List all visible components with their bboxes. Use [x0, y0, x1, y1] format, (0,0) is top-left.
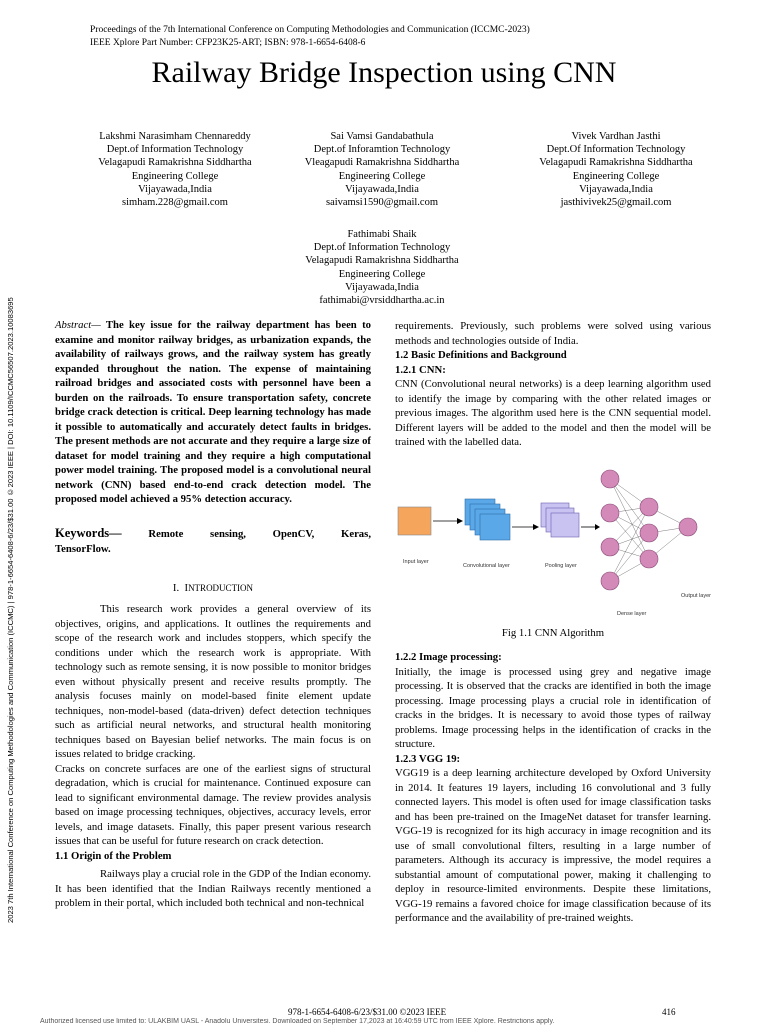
subheading-1-2-3: 1.2.3 VGG 19:	[395, 752, 461, 765]
author-inst: Vleagapudi Ramakrishna Siddhartha	[304, 157, 460, 169]
author-block-3	[511, 130, 721, 209]
label-convolutional-layer: Convolutional layer	[463, 563, 510, 569]
author-name: Fathimabi Shaik	[347, 229, 417, 240]
abstract-text: The key issue for the railway department has been to examine and monitor railway bridges, as urbanization expands, the availability of railways grows, and the railway system has greatly expanded throughout the nation. The expense of maintaining railroad bridges and associated costs with personnel have been a burden on the railroads. To ensure transportation safety, concrete bridge crack detection is critical. Deep learning technology has made it possible to automatically and accurately detect faults in bridges. The present methods are not accurate and they require a large size of dataset for model training and they require a high computational power model training. The proposed model is a convolutional neural network (CNN) based end-to-end crack detection model. The proposed model achieved a 95% detection accuracy.	[55, 319, 371, 505]
input-layer-box	[398, 507, 431, 535]
author-inst: Velagapudi Ramakrishna Siddhartha	[539, 157, 693, 169]
keywords-text: Remote sensing, OpenCV, Keras, TensorFlow.	[55, 528, 371, 555]
convolutional-layer-stack	[465, 499, 510, 540]
running-header	[90, 24, 530, 50]
author-name: Lakshmi Narasimham Chennareddy	[99, 131, 251, 142]
subheading-1-2-2: 1.2.2 Image processing:	[395, 651, 502, 663]
author-dept: Dept.of Information Technology	[106, 144, 244, 156]
section-heading-introduction	[55, 582, 371, 594]
author-email: simham.228@gmail.com	[122, 197, 228, 209]
figure-caption: Fig 1.1 CNN Algorithm	[501, 627, 605, 639]
author-name: Vivek Vardhan Jasthi	[571, 131, 661, 142]
subheading-1-2-1: 1.2.1 CNN:	[395, 363, 446, 376]
header-line-1: Proceedings of the 7th International Conference on Computing Methodologies and Communication (ICCMC-2023)	[90, 25, 530, 35]
label-pooling-layer: Pooling layer	[545, 563, 577, 569]
output-neuron	[679, 518, 697, 536]
author-city: Vijayawada,India	[345, 281, 419, 293]
author-inst: Velagapudi Ramakrishna Siddhartha	[98, 157, 252, 169]
footer-copyright: 978-1-6654-6408-6/23/$31.00 ©2023 IEEE	[288, 1007, 447, 1017]
author-inst: Engineering College	[131, 170, 219, 182]
author-email: fathimabi@vrsiddhartha.ac.in	[319, 295, 445, 307]
dense-layer-neurons	[601, 470, 658, 590]
intro-paragraph-2: Cracks on concrete surfaces are one of the earliest signs of structural degradation, which is crucial for maintenance. Continued exposure can lead to significant environmental damage. The review provides analysis based on image processing techniques, objectives, accuracy levels, error levels, and image datasets. Finally, this paper present various research issues that can be useful for future research on crack detection.	[55, 762, 371, 847]
section-number: I.	[172, 582, 180, 594]
label-dense-layer: Dense layer	[617, 611, 647, 617]
author-inst: Engineering College	[572, 170, 660, 182]
author-dept: Dept.of Inforamtion Technology	[313, 144, 451, 156]
keywords-label: Keywords—	[55, 526, 122, 540]
right-paragraph-0: requirements. Previously, such problems were solved using various methods and technologies outside of India.	[395, 320, 711, 347]
author-dept: Dept.of Information Technology	[313, 242, 451, 254]
author-inst: Engineering College	[338, 170, 426, 182]
right-paragraph-image-processing: Initially, the image is processed using grey and negative image processing. It is observed that the cracks are identified in both the image processing. Image processing plays a crucial role in identification of cracks in the bridges. It is necessary to avoid those types of railway problems. Image processing helps in the identification of cracks in the structure.	[395, 665, 711, 750]
introduction-body	[55, 602, 371, 911]
label-output-layer: Output layer	[681, 593, 711, 599]
author-inst: Velagapudi Ramakrishna Siddhartha	[305, 255, 459, 267]
section-rest: NTRODUCTION	[188, 583, 254, 593]
author-block-4	[277, 228, 487, 307]
author-city: Vijayawada,India	[138, 183, 212, 195]
subheading-1-2: 1.2 Basic Definitions and Background	[395, 349, 567, 361]
right-column-bottom	[395, 650, 711, 926]
paper-title: Railway Bridge Inspection using CNN	[151, 56, 617, 89]
author-city: Vijayawada,India	[345, 183, 419, 195]
author-name: Sai Vamsi Gandabathula	[330, 131, 434, 142]
pooling-layer-stack	[541, 503, 579, 537]
abstract	[55, 318, 371, 507]
keywords	[55, 526, 371, 556]
section-first-letter: I	[184, 582, 189, 594]
header-line-2: IEEE Xplore Part Number: CFP23K25-ART; ISBN: 978-1-6654-6408-6	[90, 38, 366, 48]
right-paragraph-cnn: CNN (Convolutional neural networks) is a deep learning algorithm used to identify the image by comparing with the other related images or previous images. The algorithm used here is the CNN sequential model. Different layers will be added to the model and then the model will be trained with the labelled data.	[395, 378, 711, 448]
arrow-head	[533, 524, 539, 530]
intro-paragraph-1: This research work provides a general overview of its objectives, origins, and applications. It outlines the requirements and scope of the research work and includes stoppers, which specify the conditions under which the research work is appropriate. With technology such as remote sensing, it is now possible to monitor bridges even without physically present and receive results promptly. The analysis focuses mainly on model-based finite element update techniques, non-model-based (data-driven) defect detection techniques such as artificial neural networks, and structural health monitoring techniques based on Bayesian belief networks. The main focus is on issues related to bridge cracking.	[55, 603, 371, 760]
author-city: Vijayawada,India	[579, 183, 653, 195]
arrow-head	[595, 524, 600, 530]
author-block-2	[277, 130, 487, 209]
author-email: jasthivivek25@gmail.com	[560, 197, 672, 209]
abstract-lead: Abstract—	[55, 319, 101, 331]
intro-paragraph-3: Railways play a crucial role in the GDP of the Indian economy. It has been identified that the Indian Railways recently mentioned a problem in their portal, which included both technical and non-technical	[55, 868, 371, 909]
subheading-1-1: 1.1 Origin of the Problem	[55, 849, 172, 862]
right-column-top	[395, 319, 711, 450]
cnn-algorithm-figure	[395, 465, 715, 625]
author-email: saivamsi1590@gmail.com	[325, 197, 439, 209]
author-block-1	[70, 130, 280, 209]
label-input-layer: Input layer	[403, 559, 429, 565]
right-paragraph-vgg19: VGG19 is a deep learning architecture developed by Oxford University in 2014. It features 19 layers, including 16 convolutional and 3 fully connected layers. This model is often used for image classification tasks and has been pre-trained on the ImageNet dataset for transfer learning. VGG-19 is recognized for its high accuracy in image recognition and its use of small convolutional filters, resulting in a large number of parameters. Although its accuracy is impressive, the model requires a substantial amount of computational power, making it challenging to deploy in resource-limited environments. Despite these limitations, VGG-19 remains a favored choice for image classification because of its performance and the availability of pre-trained weights.	[395, 767, 711, 924]
page-number: 416	[662, 1007, 676, 1017]
authorized-use-note: Authorized licensed use limited to: ULAKBIM UASL - Anadolu Universitesi. Downloaded on September 17,2023 at 16:40:59 UTC from IEEE Xplore. Restrictions apply.	[40, 1018, 555, 1025]
author-dept: Dept.Of Information Technology	[546, 144, 686, 156]
author-inst: Engineering College	[338, 268, 426, 280]
doi-sidebar: 2023 7th International Conference on Computing Methodologies and Communication (ICCMC) | 978-1-6654-6408-6/23/$31.00 ©2023 IEEE | DOI: 10.1109/ICCMC56507.2023.10083695	[6, 297, 15, 923]
arrow-head	[457, 518, 463, 524]
